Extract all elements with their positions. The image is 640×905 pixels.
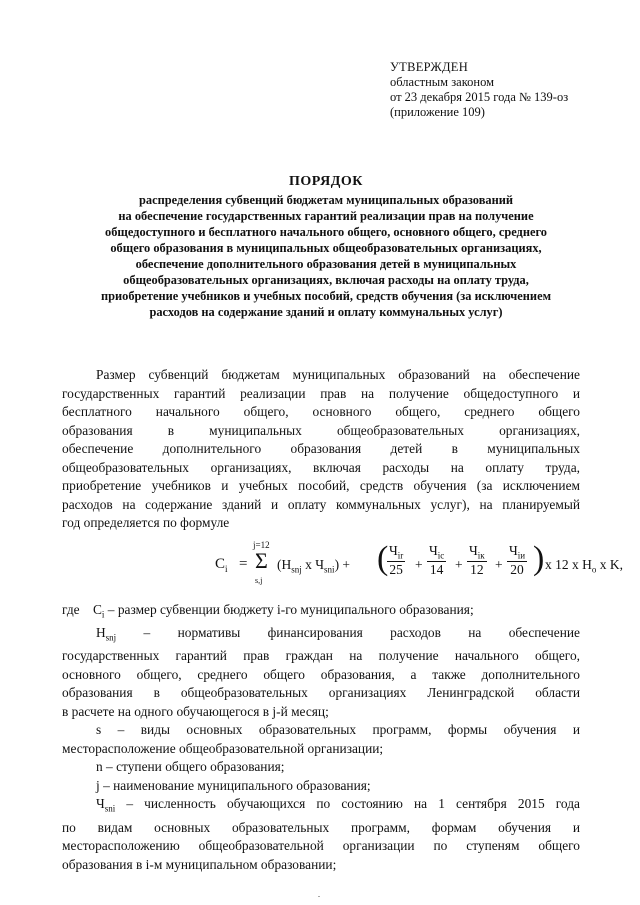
- definition-n: n – ступени общего образования;: [96, 759, 285, 775]
- title-line: обеспечение дополнительного образования детей в муниципальных: [135, 257, 517, 271]
- title-line: общедоступного и бесплатного начального общего, основного общего, среднего: [105, 225, 547, 239]
- intro-line: год определяется по формуле: [62, 515, 230, 530]
- title-line: расходов на содержание зданий и оплату коммунальных услуг): [149, 305, 503, 319]
- approval-law: областным законом: [390, 75, 495, 89]
- formula-plus: +: [495, 557, 503, 572]
- definition-line: государственных гарантий прав граждан на получение начального общего,: [62, 648, 580, 664]
- formula-sum-bottom: s,j: [255, 576, 263, 585]
- formula-sum-symbol: Σ: [255, 548, 268, 573]
- formula-paren-open: (: [377, 540, 389, 577]
- definition-line: в расчете на одного обучающегося в j-й месяц;: [62, 703, 329, 719]
- formula-fraction: $Ч_{ir}$ 25: [389, 543, 404, 577]
- approval-block: [390, 60, 568, 120]
- definitions: [62, 601, 580, 874]
- formula-fraction: $Ч_{iи}$ 20: [509, 543, 526, 577]
- definition-line: месторасположение общеобразовательной организации;: [62, 740, 384, 756]
- intro-line: обеспечение дополнительного образования детей в муниципальных: [62, 441, 580, 456]
- definition-line: образования в общеобразовательных организациях Ленинградской области: [62, 685, 580, 701]
- definition-s: s – виды основных образовательных программ, формы обучения и: [96, 722, 580, 738]
- title-line: приобретение учебников и учебных пособий, средств обучения (за исключением: [100, 289, 552, 303]
- approval-date: от 23 декабря 2015 года № 139-оз: [390, 90, 569, 104]
- formula: [215, 540, 623, 590]
- formula-equals: =: [239, 556, 248, 572]
- title-line: общеобразовательных организациях, включая расходы на оплату труда,: [123, 273, 529, 287]
- intro-line: приобретение учебников и учебных пособий, средств обучения (за исключением: [62, 478, 580, 493]
- definition-line: основного общего, среднего общего образования, а также дополнительного: [62, 666, 580, 682]
- intro-paragraph: [62, 366, 580, 533]
- formula-sum-top: j=12: [253, 540, 270, 550]
- formula-lhs: $C_i$: [215, 556, 228, 574]
- definition-chsni: $Ч_{sni}$ – численность обучающихся по состоянию на 1 сентября 2015 года: [96, 796, 580, 815]
- formula-paren-close: ): [533, 540, 545, 577]
- intro-line: расходов на содержание зданий и оплату коммунальных услуг), на планируемый: [62, 496, 580, 512]
- intro-line: Размер субвенций бюджетам муниципальных образований на обеспечение: [96, 367, 580, 382]
- approval-appendix: (приложение 109): [390, 105, 485, 119]
- definition-line: месторасположению общеобразовательной организации по ступеням общего: [62, 838, 580, 854]
- intro-line: общеобразовательных организациях, включая расходы на оплату труда,: [62, 459, 580, 475]
- title-line: распределения субвенций бюджетам муниципальных образований: [139, 193, 513, 207]
- definition-line: по видам основных образовательных программ, формам обучения и: [62, 819, 580, 835]
- formula-fraction: $Ч_{iк}$ 12: [469, 543, 485, 577]
- definition-hsnj: $H_{snj}$ – нормативы финансирования расходов на обеспечение: [96, 625, 580, 643]
- definition-line: образования в i-м муниципальном образовании;: [62, 856, 337, 872]
- intro-line: государственных гарантий реализации прав на получение общедоступного и: [62, 385, 580, 401]
- formula-tail: x 12 x $H_o$ x K,: [545, 557, 623, 575]
- formula-plus: +: [415, 557, 423, 572]
- definition-j: j – наименование муниципального образования;: [96, 777, 371, 793]
- definition-ci: где $C_i$ – размер субвенции бюджету i-го муниципального образования;: [62, 602, 474, 620]
- title-heading: ПОРЯДОК: [289, 174, 363, 189]
- formula-plus: +: [455, 557, 463, 572]
- title-line: на обеспечение государственных гарантий реализации прав на получение: [118, 209, 534, 223]
- intro-line: бесплатного начального общего, основного общего, среднего общего: [62, 404, 580, 419]
- intro-line: образования в муниципальных общеобразовательных организациях,: [62, 422, 580, 438]
- title-line: общего образования в муниципальных общеобразовательных организациях,: [110, 241, 542, 255]
- formula-fraction: $Ч_{ic}$ 14: [429, 543, 445, 577]
- document-title: [48, 174, 604, 320]
- page-mark: .: [318, 890, 320, 899]
- formula-term: ($H_{snj}$ x $Ч_{sni}$) +: [277, 557, 351, 575]
- approval-title: УТВЕРЖДЕН: [390, 60, 469, 74]
